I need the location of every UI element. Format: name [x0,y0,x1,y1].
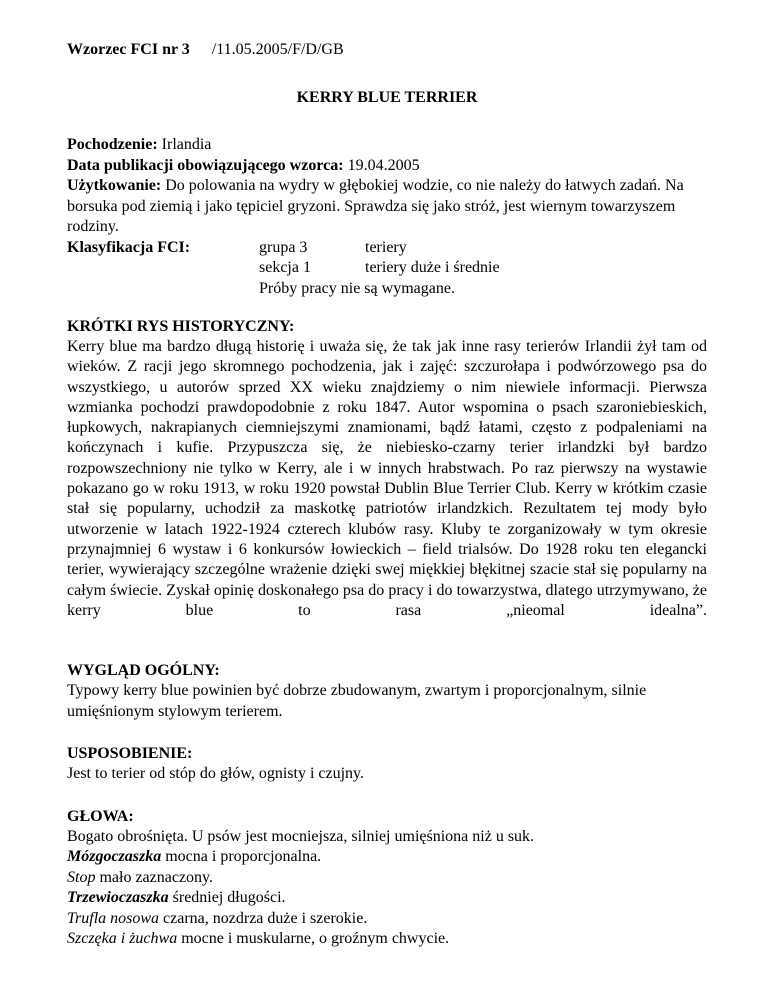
classification-label: Klasyfikacja FCI: [67,238,191,256]
temperament-text: Jest to terier od stóp do głów, ognisty i czujny. [67,765,364,783]
breed-title: KERRY BLUE TERRIER [296,89,478,106]
origin-value: Irlandia [161,136,212,153]
classification-section-desc: teriery duże i średnie [365,259,500,276]
standard-code: Wzorzec FCI nr 3 [67,41,190,58]
document-header [67,40,707,60]
jaws-line [67,929,707,950]
publication-date-value: 19.04.2005 [347,156,420,174]
skull-line [67,847,707,868]
jaws-text: mocne i muskularne, o groźnym chwycie. [181,930,450,948]
muzzle-line [67,888,707,909]
classification-note: Próby pracy nie są wymagane. [259,279,455,297]
appearance-heading: WYGLĄD OGÓLNY: [67,662,220,680]
document-page [67,40,707,950]
classification-section: sekcja 1 [259,259,311,276]
head-intro: Bogato obrośnięta. U psów jest mocniejsza, silniej umięśniona niż u suk. [67,827,535,845]
origin-label: Pochodzenie: [67,136,158,153]
history-section [67,337,707,641]
temperament-heading: USPOSOBIENIE: [67,745,193,763]
standard-reference: /11.05.2005/F/D/GB [211,41,344,58]
nose-line [67,909,707,930]
head-section [67,827,707,950]
history-text: Kerry blue ma bardzo długą historię i uważa się, że tak jak inne rasy terierów Irlandii żył tam od wieków. Z racji jego skromnego pochodzenia, jak i zajęć: szczurołapa i podwórzowego psa do wszystkiego, u autorów sprzed XX wieku znajdziemy o nim niewiele informacji. Pierwsza wzmianka pochodzi prawdopodobnie z roku 1847. Autor wspomina o psach szaroniebieskich, łupkowych, nakrapianych ciemniejszymi znamionami, bądź łatami, często z podpaleniami na kończynach i kufie. Przypuszcza się, że niebiesko-czarny terier irlandzki był bardzo rozpowszechniony nie tylko w Kerry, ale i w innych hrabstwach. Po raz pierwszy na wystawie pokazano go w roku 1913, w roku 1920 powstał Dublin Blue Terrier Club. Kerry w krótkim czasie stał się popularny, uchodził za maskotkę patriotów irlandzkich. Rezultatem tej mody było utworzenie w latach 1922-1924 czterech klubów rasy. Kluby te zorganizowały w tym okresie przynajmniej 6 wystaw i 6 konkursów łowieckich – field trialsów. Do 1928 roku ten elegancki terier, wywierający szczególne wrażenie dzięki swej miękkiej błękitnej szacie stał się popularny na całym świecie. Zyskał opinię doskonałego psa do pracy i do towarzystwa, dlatego utrzymywano, że kerry blue to rasa „nieomal idealna”. [67,338,707,619]
classification-group-desc: teriery [365,238,407,256]
usage-value: Do polowania na wydry w głębokiej wodzie, co nie należy do łatwych zadań. Na borsuka pod ziemią i jako tępiciel gryzoni. Sprawdza się jako stróż, jest wiernym towarzyszem rodziny. [67,177,684,235]
nose-text: czarna, nozdrza duże i szerokie. [163,909,368,927]
head-heading: GŁOWA: [67,807,134,825]
muzzle-label: Trzewioczaszka [67,889,169,907]
stop-line [67,868,707,889]
appearance-text: Typowy kerry blue powinien być dobrze zbudowanym, zwartym i proporcjonalnym, silnie umięśnionym stylowym terierem. [67,682,647,720]
publication-date-label: Data publikacji obowiązującego wzorca: [67,156,344,174]
nose-label: Trufla nosowa [67,909,160,927]
classification-group: grupa 3 [259,238,308,256]
publication-date-line [67,156,707,177]
muzzle-text: średniej długości. [172,889,286,907]
skull-text: mocna i proporcjonalna. [165,848,322,866]
history-heading: KRÓTKI RYS HISTORYCZNY: [67,318,295,335]
skull-label: Mózgoczaszka [67,848,162,866]
classification-block [67,238,707,300]
stop-text: mało zaznaczony. [99,868,214,886]
origin-line [67,135,707,156]
usage-label: Użytkowanie: [67,177,162,194]
usage-line [67,176,707,238]
jaws-label: Szczęka i żuchwa [67,930,178,948]
stop-label: Stop [67,868,96,886]
metadata-block [67,135,707,299]
